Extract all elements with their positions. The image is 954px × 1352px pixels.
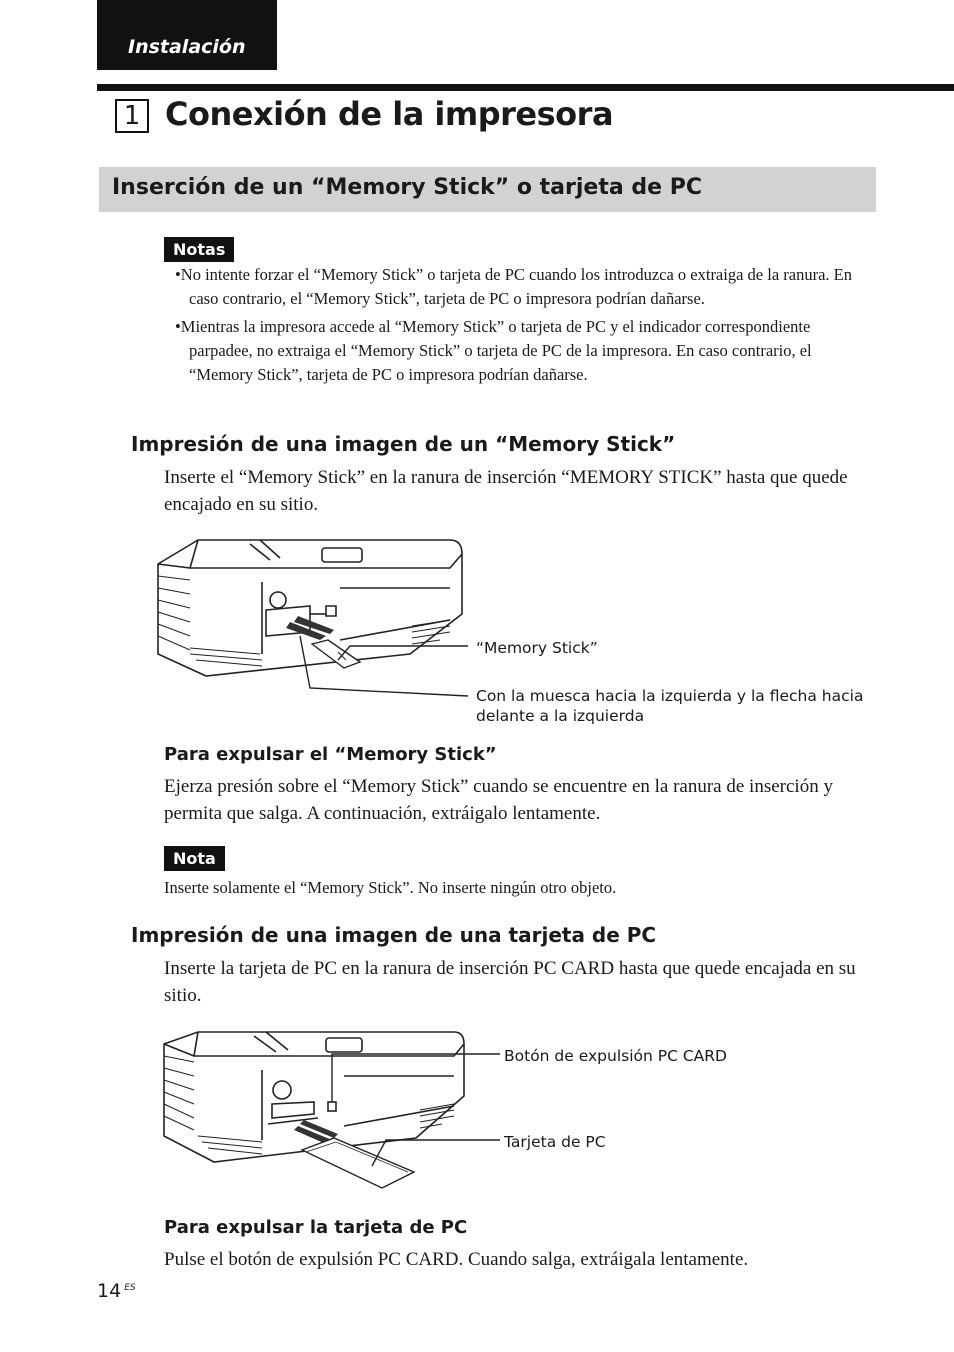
notes-list (175, 263, 865, 387)
memory-stick-note-badge: Nota (164, 846, 225, 871)
memory-stick-instructions: Inserte el “Memory Stick” en la ranura de inserción “MEMORY STICK” hasta que quede encajado en su sitio. (164, 467, 848, 515)
chapter-number: 1 (115, 99, 149, 133)
section-tab (97, 0, 277, 70)
printer-pc-card-illustration (158, 1030, 478, 1200)
pc-card-eject-heading: Para expulsar la tarjeta de PC (164, 1217, 468, 1238)
note-item: •No intente forzar el “Memory Stick” o tarjeta de PC cuando los introduzca o extraiga de la ranura. En caso contrario, el “Memory Stick”, tarjeta de PC o impresora podrían dañarse. (175, 265, 852, 308)
top-rule (97, 84, 954, 91)
section-title: Inserción de un “Memory Stick” o tarjeta de PC (112, 175, 702, 200)
memory-stick-note: Inserte solamente el “Memory Stick”. No inserte ningún otro objeto. (164, 878, 617, 897)
memory-stick-heading: Impresión de una imagen de un “Memory Stick” (131, 432, 676, 456)
language-code: ES (124, 1282, 136, 1293)
section-tab-label: Instalación (128, 36, 246, 58)
printer-memory-stick-illustration (150, 536, 480, 686)
pc-card-eject-instructions: Pulse el botón de expulsión PC CARD. Cuando salga, extráigala lentamente. (164, 1249, 749, 1270)
memory-stick-eject-heading: Para expulsar el “Memory Stick” (164, 744, 497, 765)
page-number: 14 $^{ES}$ (97, 1280, 136, 1302)
memory-stick-eject-instructions: Ejerza presión sobre el “Memory Stick” cuando se encuentre en la ranura de inserción y permita que salga. A continuación, extráigalo lentamente. (164, 776, 833, 824)
notes-badge: Notas (164, 237, 234, 262)
pc-card-eject-button-label: Botón de expulsión PC CARD (504, 1047, 727, 1065)
section-heading (99, 167, 876, 212)
note-item: •Mientras la impresora accede al “Memory Stick” o tarjeta de PC y el indicador correspondiente parpadee, no extraiga el “Memory Stick” o tarjeta de PC de la impresora. En caso contrario, el “Memory Stick”, tarjeta de PC o impresora podrían dañarse. (175, 317, 812, 384)
memory-stick-label: “Memory Stick” (476, 639, 598, 657)
pc-card-instructions: Inserte la tarjeta de PC en la ranura de inserción PC CARD hasta que quede encajada en su sitio. (164, 958, 856, 1006)
pc-card-label: Tarjeta de PC (504, 1133, 606, 1151)
pc-card-heading: Impresión de una imagen de una tarjeta de PC (131, 923, 657, 947)
memory-stick-orientation-label: Con la muesca hacia la izquierda y la flecha hacia delante a la izquierda (476, 687, 864, 725)
chapter-title: Conexión de la impresora (165, 95, 614, 133)
